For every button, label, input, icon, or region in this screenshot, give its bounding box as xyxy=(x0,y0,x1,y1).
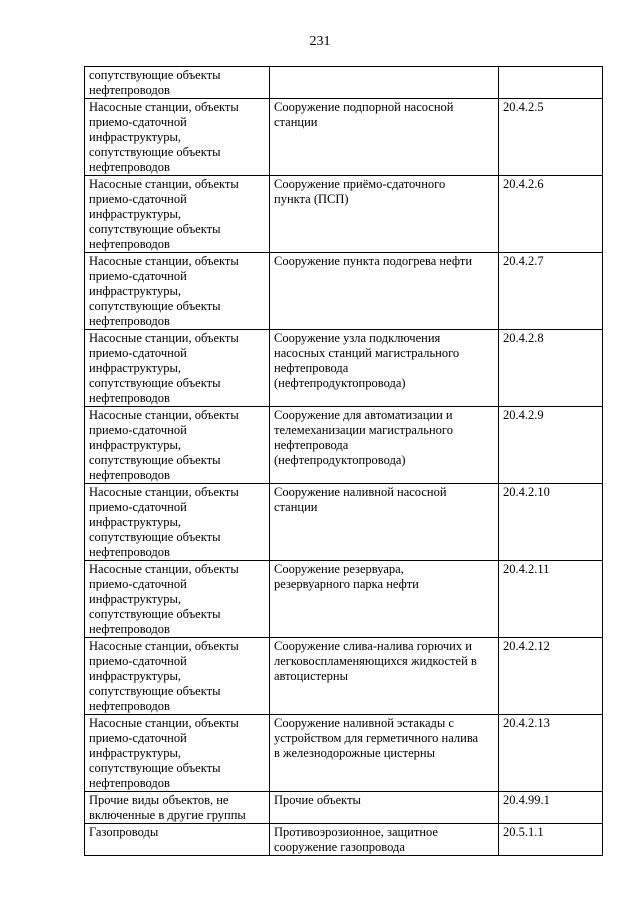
code-text: 20.4.2.5 xyxy=(503,100,544,114)
table-row xyxy=(85,176,603,253)
group-cell xyxy=(85,253,270,330)
object-text: Сооружение приёмо-сдаточного пункта (ПСП) xyxy=(274,177,446,206)
group-text: Насосные станции, объекты приемо-сдаточной инфраструктуры, сопутствующие объекты нефтепроводов xyxy=(89,485,239,559)
group-cell xyxy=(85,792,270,824)
object-cell xyxy=(270,792,499,824)
group-text: Прочие виды объектов, не включенные в другие группы xyxy=(89,793,246,822)
object-cell xyxy=(270,561,499,638)
group-cell xyxy=(85,561,270,638)
group-text: Насосные станции, объекты приемо-сдаточной инфраструктуры, сопутствующие объекты нефтепроводов xyxy=(89,254,239,328)
object-text: Сооружение резервуара, резервуарного парка нефти xyxy=(274,562,419,591)
group-cell xyxy=(85,67,270,99)
page-number: 231 xyxy=(309,34,331,49)
group-text: Насосные станции, объекты приемо-сдаточной инфраструктуры, сопутствующие объекты нефтепроводов xyxy=(89,177,239,251)
object-text: Сооружение слива-налива горючих и легковоспламеняющихся жидкостей в автоцистерны xyxy=(274,639,477,683)
group-text: Газопроводы xyxy=(89,825,159,839)
group-cell xyxy=(85,330,270,407)
object-cell xyxy=(270,330,499,407)
code-text: 20.4.2.7 xyxy=(503,254,544,268)
code-cell xyxy=(499,561,603,638)
object-cell xyxy=(270,484,499,561)
object-cell xyxy=(270,67,499,99)
object-text: Сооружение наливной насосной станции xyxy=(274,485,447,514)
code-cell xyxy=(499,638,603,715)
table-row xyxy=(85,253,603,330)
table-row xyxy=(85,715,603,792)
code-cell xyxy=(499,176,603,253)
table-row xyxy=(85,638,603,715)
object-cell xyxy=(270,253,499,330)
group-cell xyxy=(85,715,270,792)
group-text: Насосные станции, объекты приемо-сдаточной инфраструктуры, сопутствующие объекты нефтепроводов xyxy=(89,716,239,790)
group-cell xyxy=(85,484,270,561)
group-text: Насосные станции, объекты приемо-сдаточной инфраструктуры, сопутствующие объекты нефтепроводов xyxy=(89,639,239,713)
object-cell xyxy=(270,176,499,253)
code-text: 20.4.2.8 xyxy=(503,331,544,345)
group-cell xyxy=(85,407,270,484)
code-cell xyxy=(499,253,603,330)
code-cell xyxy=(499,715,603,792)
code-cell xyxy=(499,792,603,824)
code-text: 20.4.2.13 xyxy=(503,716,550,730)
object-cell xyxy=(270,715,499,792)
group-text: сопутствующие объекты нефтепроводов xyxy=(89,68,221,97)
code-text: 20.4.99.1 xyxy=(503,793,550,807)
object-text: Сооружение узла подключения насосных станций магистрального нефтепровода (нефтепродуктопровода) xyxy=(274,331,460,390)
object-text: Сооружение для автоматизации и телемеханизации магистрального нефтепровода (нефтепродуктопровода) xyxy=(274,408,453,467)
object-text: Противоэрозионное, защитное сооружение газопровода xyxy=(274,825,438,854)
group-cell xyxy=(85,824,270,856)
object-text: Сооружение пункта подогрева нефти xyxy=(274,254,473,268)
classification-table xyxy=(84,66,603,856)
object-cell xyxy=(270,638,499,715)
table-row xyxy=(85,99,603,176)
group-cell xyxy=(85,638,270,715)
code-text: 20.4.2.12 xyxy=(503,639,550,653)
table-row xyxy=(85,792,603,824)
code-text: 20.4.2.10 xyxy=(503,485,550,499)
object-text: Сооружение наливной эстакады с устройством для герметичного налива в железнодорожные цистерны xyxy=(274,716,479,760)
code-text: 20.4.2.11 xyxy=(503,562,550,576)
group-text: Насосные станции, объекты приемо-сдаточной инфраструктуры, сопутствующие объекты нефтепроводов xyxy=(89,100,239,174)
table-row xyxy=(85,484,603,561)
group-text: Насосные станции, объекты приемо-сдаточной инфраструктуры, сопутствующие объекты нефтепроводов xyxy=(89,331,239,405)
object-text: Сооружение подпорной насосной станции xyxy=(274,100,454,129)
table-row xyxy=(85,824,603,856)
group-cell xyxy=(85,99,270,176)
object-cell xyxy=(270,824,499,856)
table-row xyxy=(85,67,603,99)
table-row xyxy=(85,330,603,407)
table-row xyxy=(85,407,603,484)
group-text: Насосные станции, объекты приемо-сдаточной инфраструктуры, сопутствующие объекты нефтепроводов xyxy=(89,562,239,636)
code-cell xyxy=(499,824,603,856)
object-cell xyxy=(270,99,499,176)
code-cell xyxy=(499,484,603,561)
object-cell xyxy=(270,407,499,484)
code-text: 20.4.2.6 xyxy=(503,177,544,191)
code-cell xyxy=(499,67,603,99)
table-row xyxy=(85,561,603,638)
code-cell xyxy=(499,407,603,484)
code-text: 20.5.1.1 xyxy=(503,825,544,839)
group-cell xyxy=(85,176,270,253)
code-cell xyxy=(499,99,603,176)
group-text: Насосные станции, объекты приемо-сдаточной инфраструктуры, сопутствующие объекты нефтепроводов xyxy=(89,408,239,482)
code-cell xyxy=(499,330,603,407)
object-text: Прочие объекты xyxy=(274,793,361,807)
code-text: 20.4.2.9 xyxy=(503,408,544,422)
